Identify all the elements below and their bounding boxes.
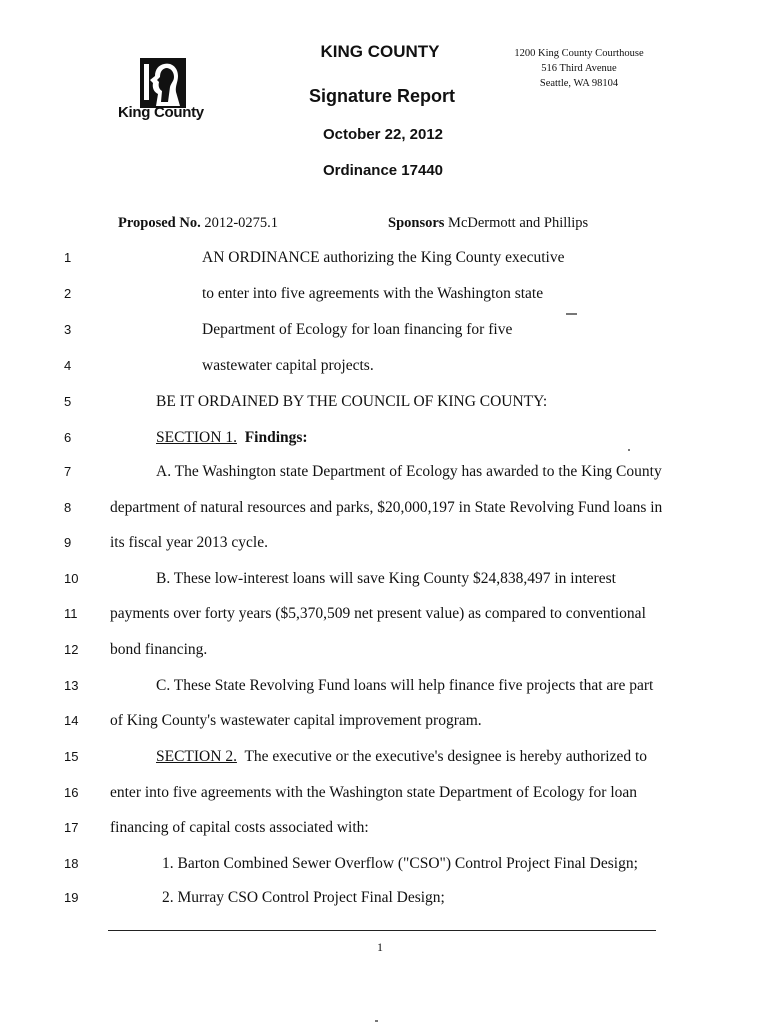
line-number: 11 (64, 606, 78, 621)
line-3 (0, 318, 770, 342)
courthouse-address (504, 46, 654, 91)
line-text: its fiscal year 2013 cycle. (110, 534, 268, 551)
line-number: 4 (64, 358, 72, 373)
king-county-logo-icon (140, 58, 186, 108)
line-text: AN ORDINANCE authorizing the King County executive (202, 249, 565, 266)
section-2-label: SECTION 2. (156, 748, 237, 765)
line-5 (0, 390, 770, 414)
line-7 (0, 460, 770, 484)
address-line-2: 516 Third Avenue (541, 63, 617, 74)
line-8 (0, 496, 770, 520)
line-number: 10 (64, 571, 79, 586)
line-number: 12 (64, 642, 79, 657)
line-1 (0, 246, 770, 270)
logo-wordmark: King County (118, 104, 204, 121)
line-number: 13 (64, 678, 79, 693)
line-text: B. These low-interest loans will save King County $24,838,497 in interest (156, 570, 616, 587)
line-text: financing of capital costs associated with: (110, 819, 369, 836)
line-6 (0, 426, 770, 450)
line-number: 2 (64, 286, 72, 301)
line-text: BE IT ORDAINED BY THE COUNCIL OF KING COUNTY: (156, 393, 548, 410)
line-14 (0, 709, 770, 733)
line-text: payments over forty years ($5,370,509 net present value) as compared to conventional (110, 605, 646, 622)
line-text: Department of Ecology for loan financing for five (202, 321, 513, 338)
line-number: 9 (64, 535, 72, 550)
line-text: to enter into five agreements with the Washington state (202, 285, 544, 302)
report-title: Signature Report (308, 86, 455, 106)
line-9 (0, 531, 770, 555)
line-text: C. These State Revolving Fund loans will help finance five projects that are part (156, 677, 654, 694)
line-16 (0, 781, 770, 805)
line-11 (0, 602, 770, 626)
scan-mark (375, 1020, 378, 1022)
scan-mark (628, 449, 630, 451)
line-number: 15 (64, 749, 79, 764)
line-17 (0, 816, 770, 840)
section-heading (156, 426, 308, 450)
sponsors-label: Sponsors (388, 215, 445, 231)
line-number: 16 (64, 785, 79, 800)
section-2-text (156, 745, 647, 769)
line-text: bond financing. (110, 641, 208, 658)
sponsors (388, 215, 588, 232)
address-line-3: Seattle, WA 98104 (539, 78, 619, 89)
sponsors-value: McDermott and Phillips (448, 215, 589, 231)
line-13 (0, 674, 770, 698)
line-15 (0, 745, 770, 769)
line-number: 17 (64, 820, 79, 835)
line-text: enter into five agreements with the Washington state Department of Ecology for loan (110, 784, 638, 801)
line-text: 1. Barton Combined Sewer Overflow ("CSO") Control Project Final Design; (162, 855, 638, 872)
line-text: of King County's wastewater capital improvement program. (110, 712, 482, 729)
county-name: KING COUNTY (320, 42, 440, 61)
address-line-1: 1200 King County Courthouse (514, 48, 644, 59)
line-number: 5 (64, 394, 72, 409)
line-10 (0, 567, 770, 591)
line-number: 14 (64, 713, 79, 728)
findings-heading: Findings: (244, 429, 308, 446)
line-number: 1 (64, 250, 72, 265)
line-number: 19 (64, 890, 79, 905)
proposed-value: 2012-0275.1 (204, 215, 279, 231)
scan-mark (566, 313, 577, 315)
line-text: The executive or the executive's designee is hereby authorized to (244, 748, 648, 765)
line-4 (0, 354, 770, 378)
line-text: A. The Washington state Department of Ecology has awarded to the King County (156, 463, 662, 480)
line-number: 8 (64, 500, 72, 515)
line-text: wastewater capital projects. (202, 357, 374, 374)
proposed-label: Proposed No. (118, 215, 201, 231)
line-12 (0, 638, 770, 662)
report-date: October 22, 2012 (322, 126, 444, 143)
page-number: 1 (377, 940, 383, 954)
line-19 (0, 886, 770, 910)
footer-rule (108, 930, 656, 931)
line-18 (0, 852, 770, 876)
section-1-label: SECTION 1. (156, 429, 237, 446)
ordinance-number: Ordinance 17440 (322, 162, 444, 179)
line-number: 18 (64, 856, 79, 871)
line-number: 3 (64, 322, 72, 337)
proposed-number (118, 215, 278, 232)
line-text: department of natural resources and parks, $20,000,197 in State Revolving Fund loans in (110, 499, 663, 516)
line-number: 7 (64, 464, 72, 479)
line-2 (0, 282, 770, 306)
line-number: 6 (64, 430, 72, 445)
line-text: 2. Murray CSO Control Project Final Design; (162, 889, 445, 906)
